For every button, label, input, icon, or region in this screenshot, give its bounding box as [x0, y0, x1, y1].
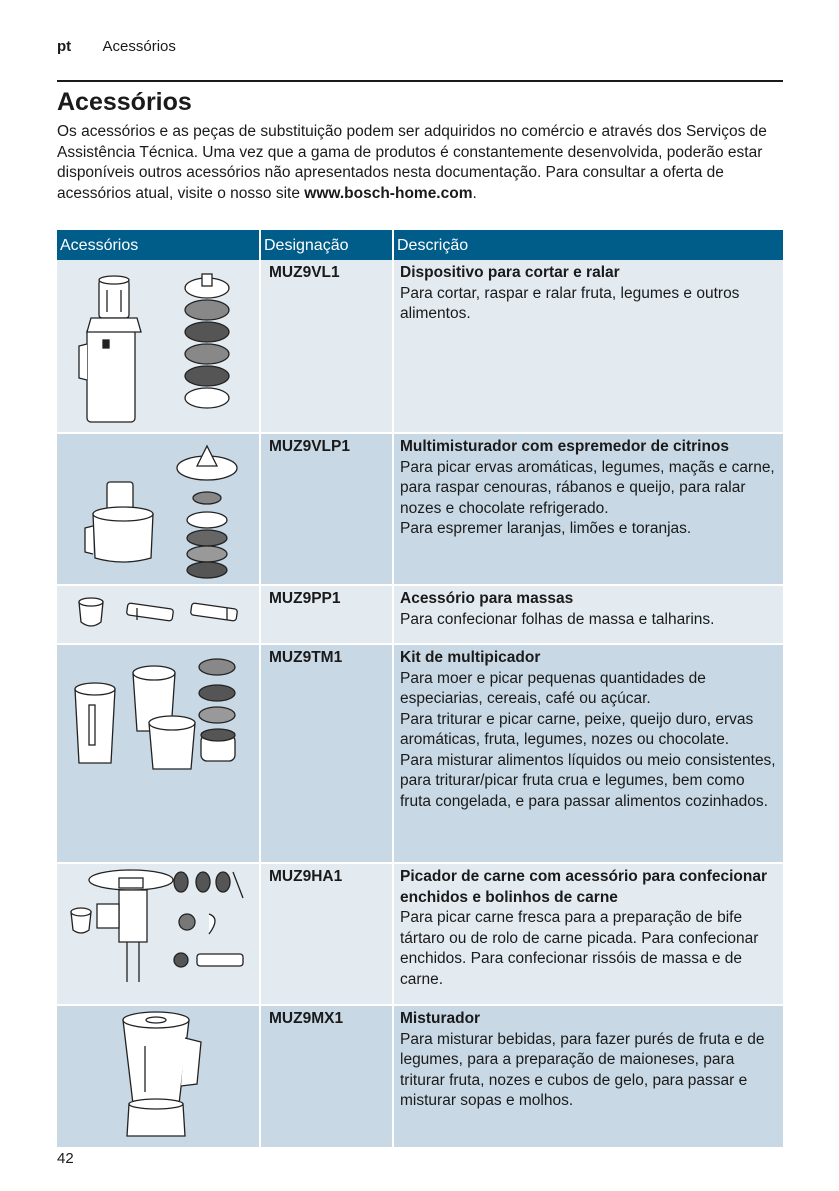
multimixer-citrus-illustration — [57, 434, 260, 584]
designation-cell: MUZ9MX1 — [260, 1005, 393, 1148]
table-row — [57, 433, 783, 585]
intro-end: . — [472, 184, 477, 202]
description-line: Para picar ervas aromáticas, legumes, maçãs e carne, para raspar cenouras, rábanos e queijo, para ralar nozes e chocolate refrigerado. — [400, 458, 775, 517]
multichopper-kit-illustration — [57, 645, 260, 862]
column-header-description: Descrição — [393, 230, 783, 260]
description-line: Para moer e picar pequenas quantidades de especiarias, cereais, café ou açúcar. — [400, 669, 706, 707]
description-line: Para triturar e picar carne, peixe, queijo duro, ervas aromáticas, fruta, legumes, nozes ou chocolate. — [400, 710, 754, 748]
description-cell — [393, 433, 783, 585]
accessory-image-cell — [57, 1005, 260, 1148]
accessory-image-cell — [57, 863, 260, 1005]
accessory-title: Dispositivo para cortar e ralar — [400, 264, 620, 281]
designation-cell: MUZ9PP1 — [260, 585, 393, 644]
description-cell — [393, 863, 783, 1005]
description-line: Para misturar alimentos líquidos ou meio consistentes, para triturar/picar fruta crua e legumes, bem como fruta congelada, e para passar alimentos cozinhados. — [400, 751, 776, 810]
table-row — [57, 260, 783, 433]
description-cell — [393, 585, 783, 644]
page-title: Acessórios — [57, 88, 192, 116]
designation-cell: MUZ9VLP1 — [260, 433, 393, 585]
page-header — [57, 38, 176, 55]
accessory-image-cell — [57, 644, 260, 863]
description-cell — [393, 1005, 783, 1148]
accessory-image-cell — [57, 585, 260, 644]
designation-cell: MUZ9TM1 — [260, 644, 393, 863]
page-number: 42 — [57, 1150, 74, 1167]
website-link[interactable]: www.bosch-home.com — [304, 184, 473, 202]
table-row — [57, 644, 783, 863]
header-rule — [57, 80, 783, 82]
accessory-title: Acessório para massas — [400, 590, 574, 607]
accessory-title: Kit de multipicador — [400, 649, 541, 666]
accessory-title: Misturador — [400, 1010, 481, 1027]
description-line: Para cortar, raspar e ralar fruta, legumes e outros alimentos. — [400, 284, 740, 322]
pasta-attachment-illustration — [57, 586, 260, 643]
description-line: Para picar carne fresca para a preparação de bife tártaro ou de rolo de carne picada. Para confecionar enchidos. Para confecionar rissóis de massa e de carne. — [400, 909, 759, 988]
accessory-title: Picador de carne com acessório para confecionar enchidos e bolinhos de carne — [400, 868, 767, 906]
description-line: Para espremer laranjas, limões e toranjas. — [400, 520, 692, 537]
designation-cell: MUZ9VL1 — [260, 260, 393, 433]
accessory-image-cell — [57, 433, 260, 585]
intro-paragraph — [57, 122, 783, 204]
blender-illustration — [57, 1006, 260, 1147]
table-row — [57, 585, 783, 644]
slicer-grater-illustration — [57, 260, 260, 431]
description-cell — [393, 260, 783, 433]
header-section: Acessórios — [102, 38, 176, 55]
table-row — [57, 1005, 783, 1148]
description-cell — [393, 644, 783, 863]
meat-mincer-illustration — [57, 864, 260, 1004]
description-line: Para confecionar folhas de massa e talharins. — [400, 610, 715, 628]
accessory-image-cell — [57, 260, 260, 433]
designation-cell: MUZ9HA1 — [260, 863, 393, 1005]
column-header-designation: Designação — [260, 230, 393, 260]
accessories-table — [57, 230, 783, 1149]
table-header-row — [57, 230, 783, 260]
description-line: Para misturar bebidas, para fazer purés de fruta e de legumes, para a preparação de maioneses, para triturar fruta, nozes e cubos de gelo, para passar e misturar sopas e molhos. — [400, 1030, 765, 1109]
column-header-accessories: Acessórios — [57, 230, 260, 260]
intro-text: Os acessórios e as peças de substituição podem ser adquiridos no comércio e através dos Serviços de Assistência Técnica. Uma vez que a gama de produtos é constantemente desenvolvida, poderão estar disponíveis outros acessórios não apresentados nesta documentação. Para consultar a oferta de acessórios atual, visite o nosso site — [57, 123, 767, 202]
language-code: pt — [57, 38, 72, 55]
table-row — [57, 863, 783, 1005]
accessory-title: Multimisturador com espremedor de citrinos — [400, 438, 730, 455]
